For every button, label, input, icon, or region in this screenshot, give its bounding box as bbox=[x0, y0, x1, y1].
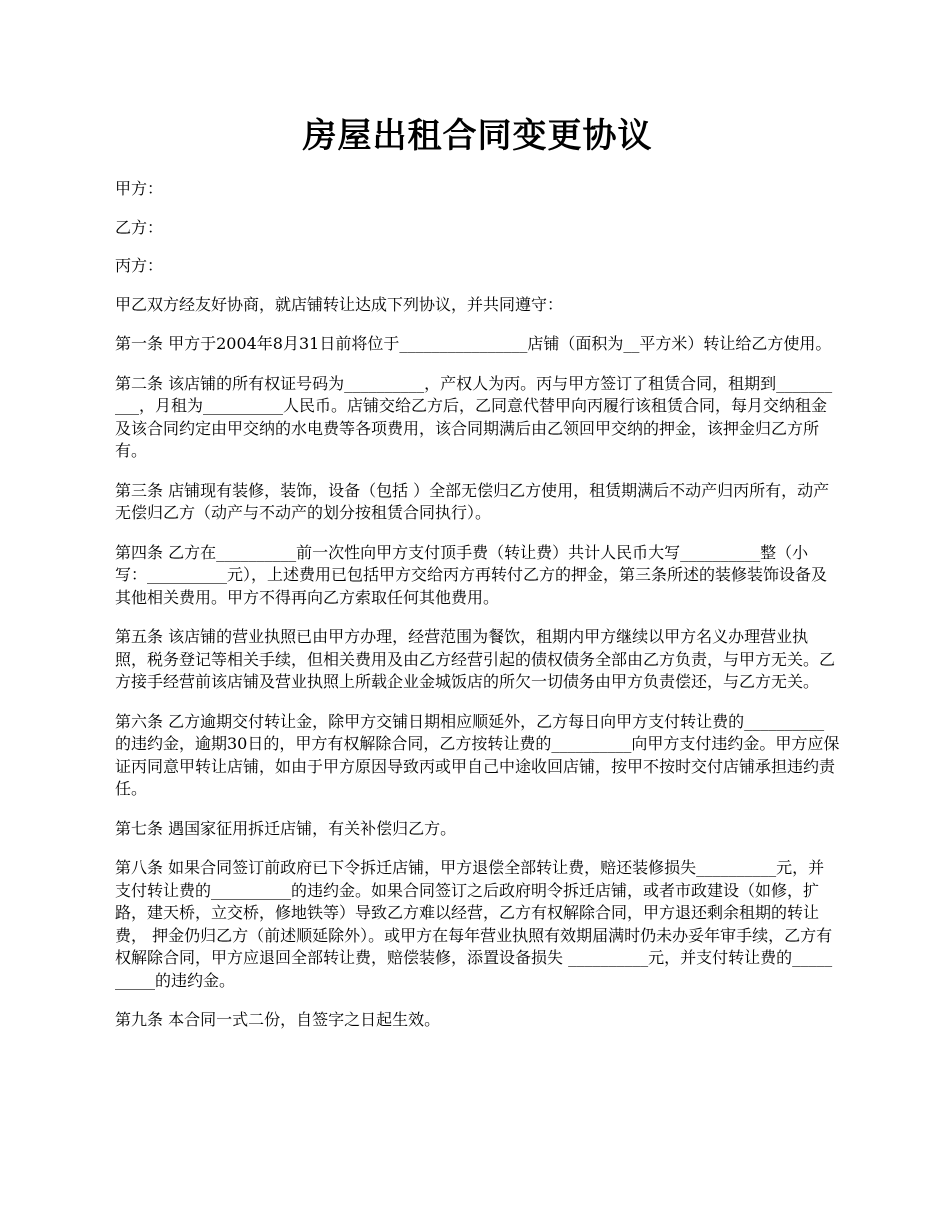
article-4: 第四条 乙方在__________前一次性向甲方支付顶手费（转让费）共计人民币大写__________整（小写：__________元），上述费用已包括甲方交给丙方再转付乙方的押金，第三条所述的装修装饰设备及其他相关费用。甲方不得再向乙方索取任何其他费用。 bbox=[115, 542, 828, 607]
party-c-label: 丙方： bbox=[115, 256, 164, 275]
article-2: 第二条 该店铺的所有权证号码为__________，产权人为丙。丙与甲方签订了租赁合同，租期到__________，月租为__________人民币。店铺交给乙方后，乙同意代替甲向丙履行该租赁合同，每月交纳租金及该合同约定由甲交纳的水电费等各项费用，该合同期满后由乙领回甲交纳的押金，该押金归乙方所有。 bbox=[115, 373, 833, 460]
document-title: 房屋出租合同变更协议 bbox=[302, 116, 653, 156]
article-5: 第五条 该店铺的营业执照已由甲方办理，经营范围为餐饮，租期内甲方继续以甲方名义办理营业执照，税务登记等相关手续，但相关费用及由乙方经营引起的债权债务全部由乙方负责，与甲方无关。乙方接手经营前该店铺及营业执照上所载企业金城饭店的所欠一切债务由甲方负责偿还，与乙方无关。 bbox=[115, 627, 836, 691]
document-page bbox=[115, 112, 840, 1049]
article-1: 第一条 甲方于2004年8月31日前将位于________________店铺（面积为__平方米）转让给乙方使用。 bbox=[115, 334, 832, 353]
article-9: 第九条 本合同一式二份，自签字之日起生效。 bbox=[115, 1010, 441, 1029]
article-8: 第八条 如果合同签订前政府已下令拆迁店铺，甲方退偿全部转让费，赔还装修损失__________元，并支付转让费的__________的违约金。如果合同签订之后政府明令拆迁店铺，或者市政建设（如修，扩路，建天桥，立交桥，修地铁等）导致乙方难以经营，乙方有权解除合同，甲方退还剩余租期的转让费， 押金仍归乙方（前述顺延除外）。或甲方在每年营业执照有效期届满时仍未办妥年审手续，乙方有权解除合同，甲方应退回全部转让费，赔偿装修，添置设备损失 __________元，并支付转让费的__________的违约金。 bbox=[115, 858, 833, 990]
article-7: 第七条 遇国家征用拆迁店铺，有关补偿归乙方。 bbox=[115, 818, 457, 838]
intro-paragraph: 甲乙双方经友好协商，就店铺转让达成下列协议，并共同遵守： bbox=[115, 294, 564, 314]
article-6: 第六条 乙方逾期交付转让金，除甲方交铺日期相应顺延外，乙方每日向甲方支付转让费的__________的违约金，逾期30日的，甲方有权解除合同，乙方按转让费的__________向甲方支付违约金。甲方应保证丙同意甲转让店铺，如由于甲方原因导致丙或甲自己中途收回店铺，按甲不按时交付店铺承担违约责任。 bbox=[115, 711, 840, 798]
party-a-label: 甲方： bbox=[115, 179, 164, 198]
party-b-label: 乙方： bbox=[115, 217, 164, 237]
article-3: 第三条 店铺现有装修，装饰，设备（包括 ）全部无偿归乙方使用，租赁期满后不动产归丙所有，动产无偿归乙方（动产与不动产的划分按租赁合同执行）。 bbox=[115, 480, 830, 522]
